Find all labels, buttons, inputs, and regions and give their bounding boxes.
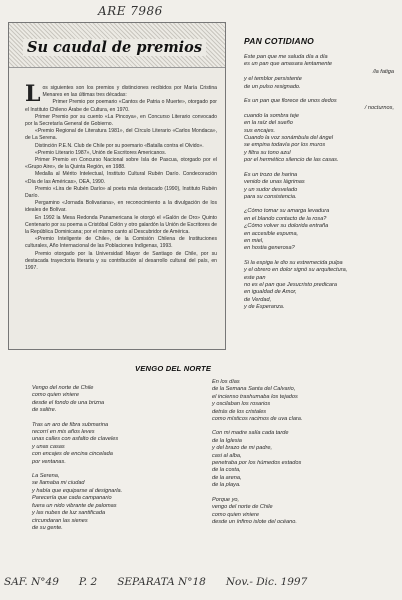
- award-paragraph: En 1992 la Mesa Redonda Panamericana le otorgó el «Galón de Oro» Quinto Centenario por su poema a Cristóbal Colón y otro galardón la Unión de Escritores de la República Dominicana; por el mismo canto al Descubridor de América.: [25, 214, 217, 236]
- poem-line: en igualdad de Amor,: [244, 289, 297, 296]
- poem-line: desde el fondo de una brizna: [32, 399, 105, 406]
- handwritten-footer: [4, 576, 327, 588]
- poem-line: como místicos racimos de uva clara.: [212, 416, 303, 423]
- award-paragraph: «Premio Regional de Literatura 1981», del Círculo Literario «Carlos Mondaca», de La Serena.: [25, 128, 217, 142]
- poem-stanza: [244, 172, 394, 202]
- poem-line: fuera un nido vibrante de palomas: [32, 502, 117, 509]
- poem-line: de la costa,: [212, 467, 241, 474]
- poem-line: / nocturnos,: [364, 105, 394, 112]
- vengo-del-norte-left-column: [32, 385, 192, 539]
- poem-line: en el blando contacto de la rosa?: [244, 215, 327, 222]
- poem-stanza: [244, 98, 394, 165]
- award-paragraph: Premio otorgado por la Universidad Mayor de Santiago de Chile, por su destacada trayectoria literaria y su contribución al desarrollo cultural del país, en 1997.: [25, 250, 217, 272]
- poem-line: con encajes de encina cincelada: [32, 451, 113, 458]
- poem-line: Cuando la voz sonámbula del ángel: [244, 135, 333, 142]
- poem-line: La Serena,: [32, 473, 60, 480]
- poem-line: En los días: [212, 379, 240, 385]
- poem-line: de salitre.: [32, 407, 57, 414]
- poem-stanza: [244, 260, 394, 312]
- poem-line: en la raíz del sueño: [244, 120, 293, 127]
- pan-cotidiano-title: PAN COTIDIANO: [244, 36, 314, 46]
- poem-line: para su consistencia.: [244, 193, 297, 200]
- poem-line: Es un pan que florece de unos dedos: [244, 98, 337, 105]
- poem-stanza: [32, 473, 192, 532]
- poem-stanza: [32, 385, 192, 415]
- poem-line: Si la espiga le dio su estremecida pulpa: [244, 259, 343, 266]
- award-paragraph: Primer Premio por poemario «Cantos de Patria o Muerte», otorgado por el Instituto Chileno Árabe de Cultura, en 1970.: [25, 99, 217, 113]
- poem-line: detrás de los cristales: [212, 408, 267, 415]
- award-paragraph: Primer Premio por su cuento «La Pincoya», en Concurso Literario convocado por la Secretaría General de Gobierno.: [25, 113, 217, 128]
- poem-line: y el obrero en dolor signó su arquitectura,: [244, 267, 348, 274]
- award-paragraph: Pergamino «Jornada Bolivariana», en reconocimiento a la divulgación de los ideales de Bolívar.: [25, 200, 217, 214]
- poem-line: en accesible espuma,: [244, 230, 299, 237]
- poem-line: en hostia generosa?: [244, 245, 295, 252]
- award-paragraph: Premio «Lira de Rubén Darío» al poeta más destacado (1990), Instituto Rubén Darío.: [25, 185, 217, 200]
- poem-line: por ventanas.: [32, 458, 66, 465]
- poem-line: Porque yo,: [212, 496, 240, 503]
- poem-line: Tras un aro de fibra submarina: [32, 421, 109, 428]
- poem-stanza: [212, 379, 392, 423]
- poem-line: vengo del norte de Chile: [212, 504, 273, 511]
- poem-line: Vengo del norte de Chile: [32, 385, 94, 391]
- poem-line: Este pan que me saluda día a día: [244, 54, 328, 60]
- poem-stanza: [244, 54, 394, 91]
- poem-line: circundaran las sienes: [32, 517, 88, 524]
- poem-line: de la arena,: [212, 474, 242, 481]
- handwritten-note: SEPARATA N°18: [117, 576, 206, 588]
- poem-line: y de Esperanza.: [244, 304, 285, 311]
- award-paragraph: Medalla al Mérito Intelectual, Instituto Cultural Rubén Darío. Condecoración «Día de las Américas», OEA, 1990.: [25, 171, 217, 185]
- award-paragraph: Los siguientes son los premios y distinciones recibidos por María Cristina Menares en las últimas tres décadas:: [25, 81, 217, 107]
- poem-line: Parecería que cada campanario: [32, 495, 112, 502]
- poem-line: y había que equiparse al designarla.: [32, 487, 123, 494]
- poem-line: ¿Cómo tomar su amarga levadura: [244, 208, 330, 215]
- handwritten-note: SAF. N°49: [4, 576, 59, 588]
- poem-line: de un pulso resignado.: [244, 83, 301, 90]
- poem-line: no es el pan que Jesucristo predicara: [244, 281, 337, 288]
- poem-line: de la Semana Santa del Calvario,: [212, 386, 296, 393]
- poem-stanza: [32, 422, 192, 466]
- vengo-del-norte-title: VENGO DEL NORTE: [135, 364, 212, 373]
- poem-line: como quien viniere: [212, 511, 259, 518]
- poem-line: ¿Cómo volver su dolorida entraña: [244, 223, 329, 230]
- poem-line: y del brazo de mi padre,: [212, 445, 273, 452]
- poem-stanza: [244, 208, 394, 252]
- poem-line: recorrí en mis años leves: [32, 429, 95, 436]
- poem-line: penetraba por los húmedos estados: [212, 460, 302, 467]
- poem-line: unas calles con asfalto de claveles: [32, 436, 119, 443]
- award-paragraph: Primer Premio en Concurso Nacional sobre Isla de Pascua, otorgado por el «Grupo Aire», de la Quinta Región, en 1988.: [25, 157, 217, 171]
- poem-line: de la Iglesia: [212, 437, 242, 444]
- poem-line: Con mi madre salía cada tarde: [212, 430, 289, 437]
- poem-stanza: [212, 497, 392, 527]
- poem-line: es un pan que amasara lentamente: [244, 61, 333, 68]
- poem-line: y las nubes de luz santificada: [32, 510, 106, 517]
- pan-cotidiano-poem: [244, 54, 394, 319]
- poem-line: y unas casas: [32, 443, 65, 450]
- poem-line: de Verdad,: [244, 296, 272, 303]
- vengo-del-norte-right-column: [212, 379, 392, 533]
- poem-line: y filtra su tono azul: [244, 149, 291, 156]
- awards-text: [25, 81, 217, 272]
- poem-line: por el hermético silencio de las casas.: [244, 157, 339, 164]
- award-paragraph: Distinción P.E.N. Club de Chile por su poemario «Batalla contra el Olvido».: [35, 142, 204, 149]
- poem-line: sus encajes.: [244, 127, 276, 134]
- poem-line: Es un trozo de harina: [244, 171, 298, 178]
- award-paragraph: «Premio Literario 1987», Unión de Escritores Americanos.: [35, 149, 167, 156]
- poem-line: el incienso trashumaba los tejados: [212, 393, 298, 400]
- awards-box: [8, 22, 226, 350]
- poem-line: de su gente.: [32, 524, 63, 531]
- poem-line: se empina todavía por los muros: [244, 142, 326, 149]
- poem-line: y oscilaban los rosarios: [212, 401, 271, 408]
- handwritten-note: P. 2: [78, 576, 98, 588]
- poem-line: casi al alba,: [212, 452, 242, 459]
- poem-line: y el temblor persistente: [244, 76, 302, 83]
- poem-line: venido de unas lágrimas: [244, 179, 305, 186]
- poem-line: cuando la sombra teje: [244, 112, 300, 119]
- title-band: [9, 23, 225, 68]
- poem-line: en miel,: [244, 237, 264, 244]
- award-paragraph: «Premio Inteligente de Chile», de la Comisión Chilena de Instituciones culturales, Año Internacional de las Poblaciones Indígenas, 1993.: [25, 236, 217, 250]
- poem-line: se llamaba mi ciudad: [32, 480, 85, 487]
- poem-line: este pan: [244, 274, 266, 281]
- drop-cap: L: [25, 81, 41, 107]
- poem-stanza: [212, 430, 392, 489]
- awards-title: Su caudal de premios: [23, 39, 206, 56]
- poem-line: /la fatiga: [372, 68, 394, 75]
- handwritten-note: Nov.- Dic. 1997: [225, 576, 308, 588]
- poem-line: como quien viniere: [32, 392, 79, 399]
- poem-line: y un sudor desvelado: [244, 186, 298, 193]
- poem-line: desde un ínfimo islote del océano.: [212, 518, 297, 525]
- handwritten-catalog-number: ARE 7986: [98, 4, 163, 18]
- poem-line: de la playa.: [212, 482, 241, 489]
